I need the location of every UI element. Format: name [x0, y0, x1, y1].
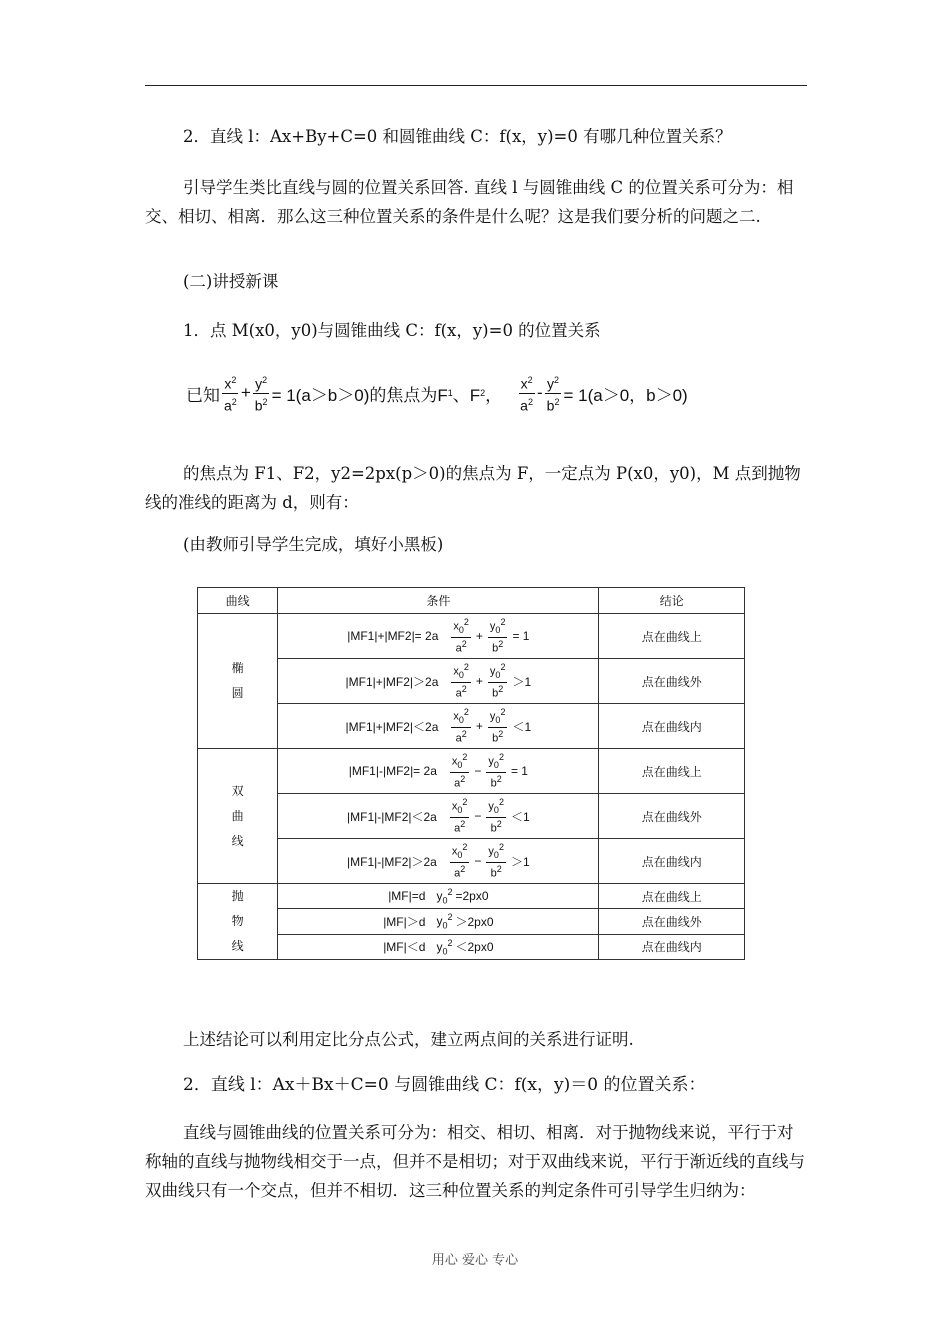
condition-cell [278, 839, 599, 884]
condition-cell [278, 614, 599, 659]
result-cell: 点在曲线外 [599, 909, 745, 934]
hyperbola-condition: = 1(a＞0，b＞0) [563, 385, 688, 405]
condition-cell [278, 659, 599, 704]
table-row [198, 749, 745, 794]
condition-text: |MF|＞d [383, 914, 426, 929]
condition-text: |MF|＜d [383, 940, 426, 955]
fraction-y0-b: $\frac{y_0^2}{b^2}$ [488, 797, 504, 835]
operator: − [474, 809, 482, 823]
condition-cell [278, 749, 599, 794]
relation-text: = 1 [510, 764, 528, 778]
operator: − [474, 854, 482, 868]
result-cell: 点在曲线上 [599, 614, 745, 659]
curve-name-cell [198, 614, 278, 749]
relation-text: =2px0 [455, 889, 489, 904]
relation-text: ＞2px0 [455, 914, 494, 929]
fraction-y0-b: $\frac{y_0^2}{b^2}$ [488, 752, 504, 790]
header-result: 结论 [599, 588, 745, 614]
focus-paragraph: 的焦点为 F1、F2，y2=2px(p＞0)的焦点为 F，一定点为 P(x0，y0)，M 点到抛物线的准线的距离为 d，则有： [145, 464, 801, 512]
condition-text: |MF1|+|MF2|= 2a [347, 629, 439, 643]
y0-squared: $y_0^2$ [436, 886, 453, 906]
condition-text: |MF1|-|MF2|＞2a [347, 854, 437, 869]
fraction-y0-b: $\frac{y_0^2}{b^2}$ [489, 707, 506, 745]
curve-name-char: 曲 [231, 808, 244, 823]
operator: − [474, 764, 482, 778]
condition-cell [278, 704, 599, 749]
condition-text: |MF1|+|MF2|＞2a [345, 674, 439, 689]
fraction-y2-b2-hyp: $\frac{y^2}{b^2}$ [545, 372, 562, 414]
fraction-x0-a: $\frac{x_0^2}{a^2}$ [453, 617, 469, 655]
item-1-heading: 1．点 M(x0，y0)与圆锥曲线 C：f(x，y)=0 的位置关系 [183, 321, 601, 340]
operator: + [475, 674, 483, 688]
intro-paragraph: 引导学生类比直线与圆的位置关系回答. 直线 l 与圆锥曲线 C 的位置关系可分为：相交、相切、相离．那么这三种位置关系的条件是什么呢？这是我们要分析的问题之二. [145, 178, 794, 226]
page-footer: 用心 爱心 专心 [431, 1253, 519, 1268]
question-2: 2．直线 l：Ax+By+C=0 和圆锥曲线 C：f(x，y)=0 有哪几种位置关系？ [183, 127, 732, 146]
relation-text: ＞1 [512, 674, 532, 689]
table-row [198, 704, 745, 749]
fraction-x2-a2-hyp: $\frac{x^2}{a^2}$ [518, 372, 535, 414]
condition-cell [278, 884, 599, 909]
curve-name-char: 抛 [231, 889, 244, 903]
curve-name-char: 线 [231, 939, 244, 953]
operator: + [475, 719, 483, 733]
operator: + [475, 629, 483, 643]
conic-definition-formula: 已知 $\frac{x^2}{a^2}$ + $\frac{y^2}{b^2}$ = 1(a＞b＞0)的焦点为F 1 、F 2 ， $\frac{x^2}{a^2}$ - $\frac{y^2}{b^2}$ = 1(a＞0，b＞0) [186, 372, 688, 414]
condition-cell [278, 794, 599, 839]
formula-prefix: 已知 [186, 385, 220, 405]
result-cell: 点在曲线内 [599, 934, 745, 959]
header-condition: 条件 [278, 588, 599, 614]
ellipse-condition: = 1(a＞b＞0)的焦点为F [271, 385, 448, 405]
table-row [198, 909, 745, 934]
relation-text: ＜1 [512, 719, 532, 734]
table-row [198, 839, 745, 884]
relation-text: ＜1 [510, 809, 530, 824]
fraction-x0-a: $\frac{x_0^2}{a^2}$ [451, 797, 468, 835]
result-cell: 点在曲线上 [599, 884, 745, 909]
curve-name-char: 物 [231, 914, 244, 928]
table-row [198, 884, 745, 909]
proof-note: 上述结论可以利用定比分点公式，建立两点间的关系进行证明. [183, 1030, 634, 1049]
result-cell: 点在曲线外 [599, 659, 745, 704]
table-row [198, 934, 745, 959]
condition-text: |MF1|-|MF2|＜2a [347, 809, 437, 824]
fraction-x0-a: $\frac{x_0^2}{a^2}$ [453, 662, 469, 700]
curve-name-char: 双 [231, 783, 244, 798]
condition-cell [278, 934, 599, 959]
condition-text: |MF1|+|MF2|＜2a [345, 719, 439, 734]
table-row [198, 794, 745, 839]
result-cell: 点在曲线内 [599, 704, 745, 749]
header-rule [145, 85, 807, 86]
fraction-y2-b2: $\frac{y^2}{b^2}$ [253, 372, 270, 414]
fraction-y0-b: $\frac{y_0^2}{b^2}$ [489, 662, 506, 700]
table-row [198, 659, 745, 704]
fraction-y0-b: $\frac{y_0^2}{b^2}$ [488, 842, 504, 880]
curve-name-char: 圆 [231, 686, 244, 700]
relation-text: ＜2px0 [455, 940, 494, 955]
fraction-x0-a: $\frac{x_0^2}{a^2}$ [451, 842, 468, 880]
relation-text: = 1 [512, 629, 530, 643]
line-conic-paragraph: 直线与圆锥曲线的位置关系可分为：相交、相切、相离．对于抛物线来说，平行于对称轴的直线与抛物线相交于一点，但并不是相切；对于双曲线来说，平行于渐近线的直线与双曲线只有一个交点，但并不相切．这三种位置关系的判定条件可引导学生归纳为： [145, 1123, 805, 1200]
result-cell: 点在曲线内 [599, 839, 745, 884]
curve-name-cell [198, 884, 278, 960]
condition-cell [278, 909, 599, 934]
curve-name-cell [198, 749, 278, 884]
fraction-y0-b: $\frac{y_0^2}{b^2}$ [489, 617, 506, 655]
relation-text: ＞1 [510, 854, 530, 869]
curve-name-char: 线 [231, 833, 244, 848]
condition-text: |MF1|-|MF2|= 2a [348, 764, 437, 778]
result-cell: 点在曲线上 [599, 749, 745, 794]
fraction-x0-a: $\frac{x_0^2}{a^2}$ [451, 752, 468, 790]
position-relation-table [197, 587, 745, 960]
table-row [198, 614, 745, 659]
curve-name-char: 椭 [231, 661, 244, 675]
item-2-heading: 2．直线 l：Ax＋Bx＋C=0 与圆锥曲线 C：f(x，y)＝0 的位置关系： [183, 1075, 706, 1095]
y0-squared: $y_0^2$ [436, 912, 453, 931]
header-curve: 曲线 [198, 588, 278, 614]
fraction-x0-a: $\frac{x_0^2}{a^2}$ [453, 707, 469, 745]
fraction-x2-a2: $\frac{x^2}{a^2}$ [222, 372, 239, 414]
condition-text: |MF|=d [388, 889, 426, 904]
teacher-note: (由教师引导学生完成，填好小黑板) [183, 535, 444, 554]
section-heading: (二)讲授新课 [183, 272, 279, 291]
result-cell: 点在曲线外 [599, 794, 745, 839]
y0-squared: $y_0^2$ [436, 937, 453, 957]
